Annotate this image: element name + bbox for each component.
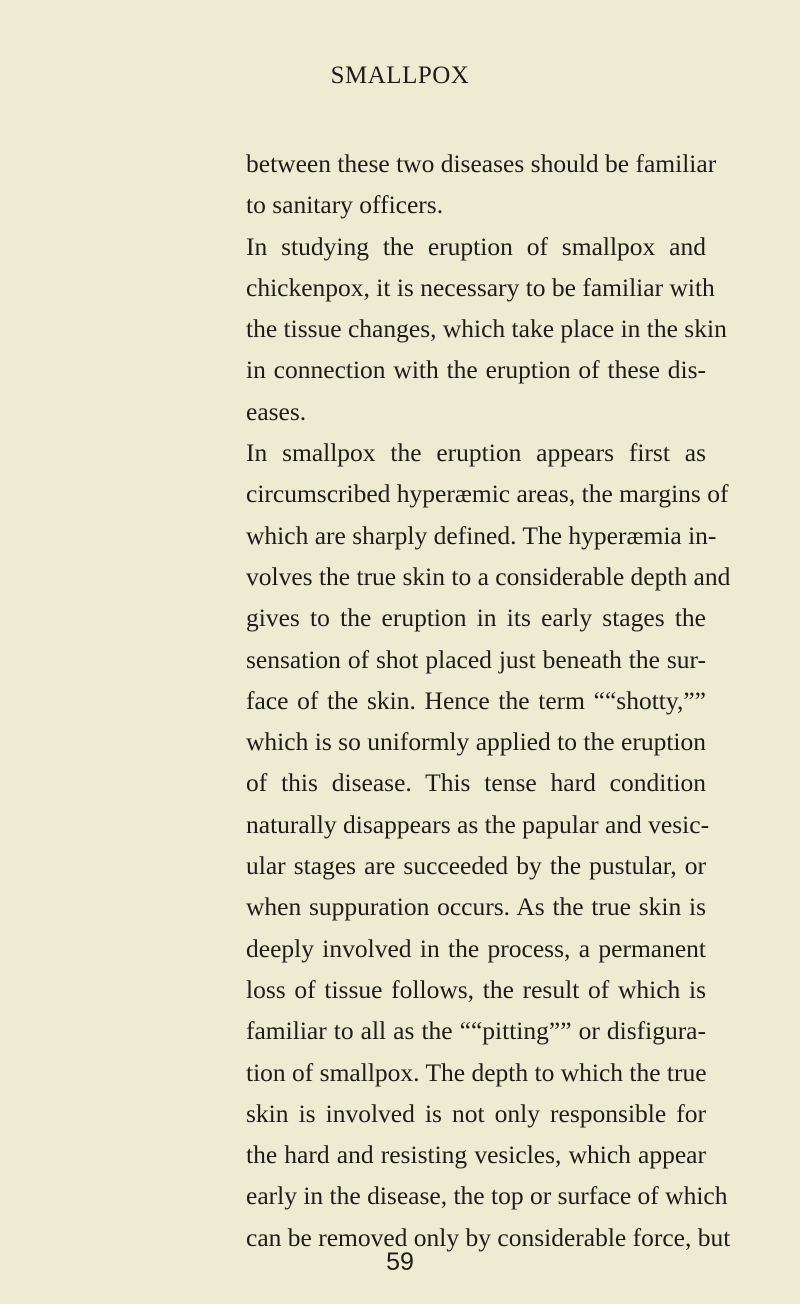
text-line: naturally disappears as the papular and vesic- [246,809,710,839]
running-header: SMALLPOX [330,62,470,89]
text-line: which is so uniformly applied to the eruption [246,727,706,757]
text-line: tion of smallpox. The depth to which the true [246,1057,707,1087]
page-number: 59 [386,1248,414,1276]
text-line: skin is involved is not only responsible for [246,1098,706,1128]
text-line: volves the true skin to a considerable depth and [246,561,731,591]
text-line: the hard and resisting vesicles, which appear [246,1140,706,1170]
text-line: sensation of shot placed just beneath the sur- [246,644,706,674]
text-line: circumscribed hyperæmic areas, the margins of [246,479,729,509]
text-line: to sanitary officers. [246,190,444,220]
text-line: ular stages are succeeded by the pustular, or [246,851,706,881]
text-line: chickenpox, it is necessary to be familiar with [246,272,715,302]
text-line: the tissue changes, which take place in the skin [246,314,727,344]
text-line: In studying the eruption of smallpox and [246,231,706,261]
text-line: familiar to all as the ““pitting”” or disfigura- [246,1016,706,1046]
text-line: deeply involved in the process, a permanent [246,933,706,963]
text-line: early in the disease, the top or surface of which [246,1181,728,1211]
text-line: which are sharply defined. The hyperæmia in- [246,520,717,550]
text-line: can be removed only by considerable force, but [246,1222,731,1252]
text-line: loss of tissue follows, the result of which is [246,974,706,1004]
body-text [246,143,731,1258]
text-line: of this disease. This tense hard condition [246,768,706,798]
text-line: when suppuration occurs. As the true skin is [246,892,706,922]
text-line: in connection with the eruption of these dis- [246,355,706,385]
text-line: between these two diseases should be familiar [246,149,717,178]
text-line: gives to the eruption in its early stages the [246,603,706,633]
text-line: In smallpox the eruption appears first as [246,438,706,468]
text-line: eases. [246,396,307,426]
text-line: face of the skin. Hence the term ““shotty,”” [246,685,706,715]
